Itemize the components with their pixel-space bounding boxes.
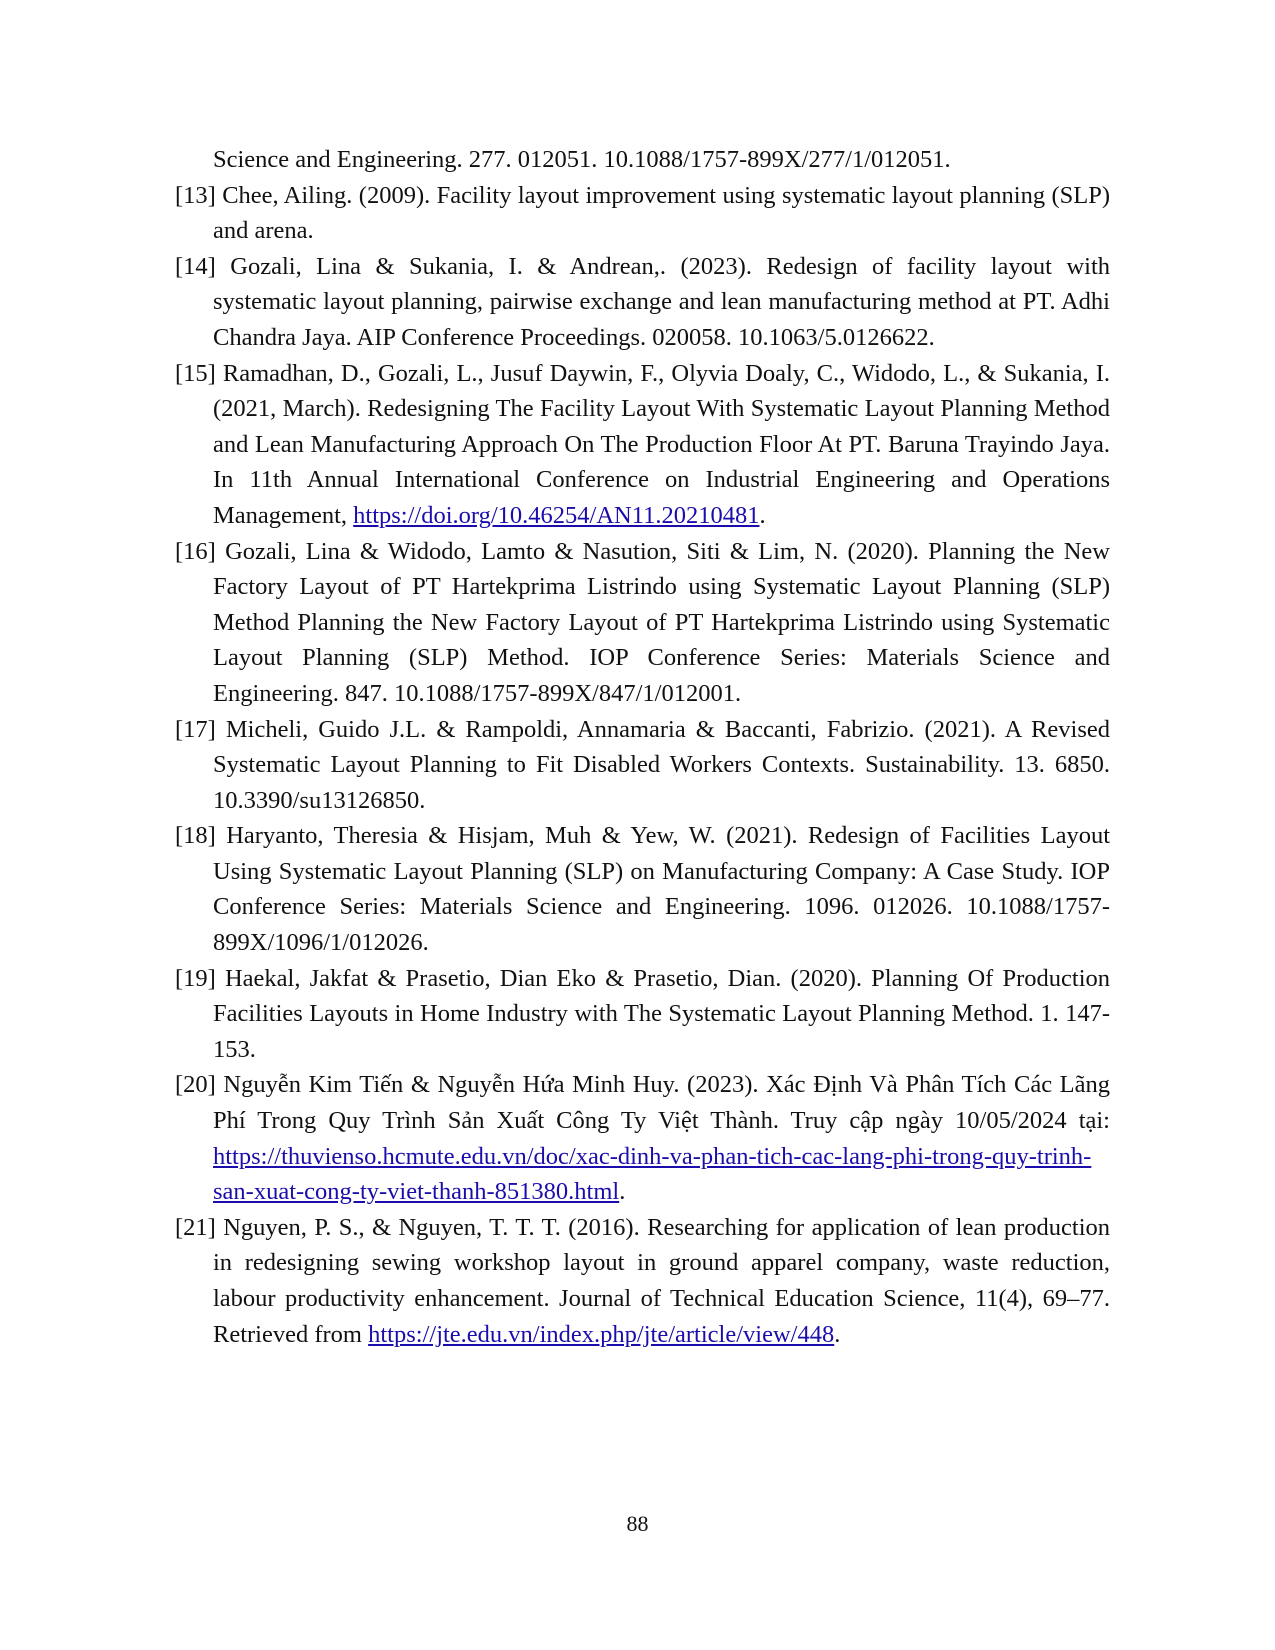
reference-15 xyxy=(175,356,1110,534)
reference-21-link[interactable]: https://jte.edu.vn/index.php/jte/article/view/448 xyxy=(368,1320,835,1348)
reference-15-link[interactable]: https://doi.org/10.46254/AN11.20210481 xyxy=(353,501,760,529)
reference-16 xyxy=(175,534,1110,712)
reference-punctuation: . xyxy=(834,1320,841,1348)
reference-punctuation: . xyxy=(759,501,766,529)
reference-text: [17] Micheli, Guido J.L. & Rampoldi, Annamaria & Baccanti, Fabrizio. (2021). A Revised Systematic Layout Planning to Fit Disabled Workers Contexts. Sustainability. 13. 6850. 10.3390/su13126850. xyxy=(175,715,1110,814)
reference-21 xyxy=(175,1210,1110,1352)
reference-20-link[interactable]: https://thuvienso.hcmute.edu.vn/doc/xac-dinh-va-phan-tich-cac-lang-phi-trong-quy-trinh-san-xuat-cong-ty-viet-thanh-851380.html xyxy=(213,1142,1092,1206)
reference-continuation xyxy=(175,142,1110,178)
reference-text: [18] Haryanto, Theresia & Hisjam, Muh & Yew, W. (2021). Redesign of Facilities Layout Using Systematic Layout Planning (SLP) on Manufacturing Company: A Case Study. IOP Conference Series: Materials Science and Engineering. 1096. 012026. 10.1088/1757-899X/1096/1/012026. xyxy=(175,822,1110,957)
reference-text: [19] Haekal, Jakfat & Prasetio, Dian Eko & Prasetio, Dian. (2020). Planning Of Production Facilities Layouts in Home Industry with The Systematic Layout Planning Method. 1. 147-153. xyxy=(175,964,1110,1063)
reference-18 xyxy=(175,818,1110,960)
reference-list xyxy=(175,142,1110,1352)
reference-20 xyxy=(175,1067,1110,1209)
reference-19 xyxy=(175,961,1110,1068)
reference-13 xyxy=(175,178,1110,249)
reference-text: [16] Gozali, Lina & Widodo, Lamto & Nasution, Siti & Lim, N. (2020). Planning the New Factory Layout of PT Hartekprima Listrindo using Systematic Layout Planning (SLP) Method Planning the New Factory Layout of PT Hartekprima Listrindo using Systematic Layout Planning (SLP) Method. IOP Conference Series: Materials Science and Engineering. 847. 10.1088/1757-899X/847/1/012001. xyxy=(175,537,1110,707)
reference-punctuation: . xyxy=(619,1178,626,1206)
reference-text: [15] Ramadhan, D., Gozali, L., Jusuf Daywin, F., Olyvia Doaly, C., Widodo, L., & Sukania, I. (2021, March). Redesigning The Facility Layout With Systematic Layout Planning Method and Lean Manufacturing Approach On The Production Floor At PT. Baruna Trayindo Jaya. In 11th Annual International Conference on Industrial Engineering and Operations Management, xyxy=(175,359,1110,529)
reference-text: [14] Gozali, Lina & Sukania, I. & Andrean,. (2023). Redesign of facility layout with systematic layout planning, pairwise exchange and lean manufacturing method at PT. Adhi Chandra Jaya. AIP Conference Proceedings. 020058. 10.1063/5.0126622. xyxy=(175,252,1110,351)
reference-17 xyxy=(175,712,1110,819)
reference-text: Science and Engineering. 277. 012051. 10.1088/1757-899X/277/1/012051. xyxy=(213,146,951,173)
reference-text: [13] Chee, Ailing. (2009). Facility layout improvement using systematic layout planning (SLP) and arena. xyxy=(175,181,1110,245)
page-number: 88 xyxy=(626,1511,649,1536)
reference-text: [20] Nguyễn Kim Tiến & Nguyễn Hứa Minh Huy. (2023). Xác Định Và Phân Tích Các Lãng Phí Trong Quy Trình Sản Xuất Công Ty Việt Thành. Truy cập ngày 10/05/2024 tại: xyxy=(175,1071,1110,1135)
reference-text: [21] Nguyen, P. S., & Nguyen, T. T. T. (2016). Researching for application of lean production in redesigning sewing workshop layout in ground apparel company, waste reduction, labour productivity enhancement. Journal of Technical Education Science, 11(4), 69–77. Retrieved from xyxy=(175,1213,1110,1348)
reference-14 xyxy=(175,249,1110,356)
